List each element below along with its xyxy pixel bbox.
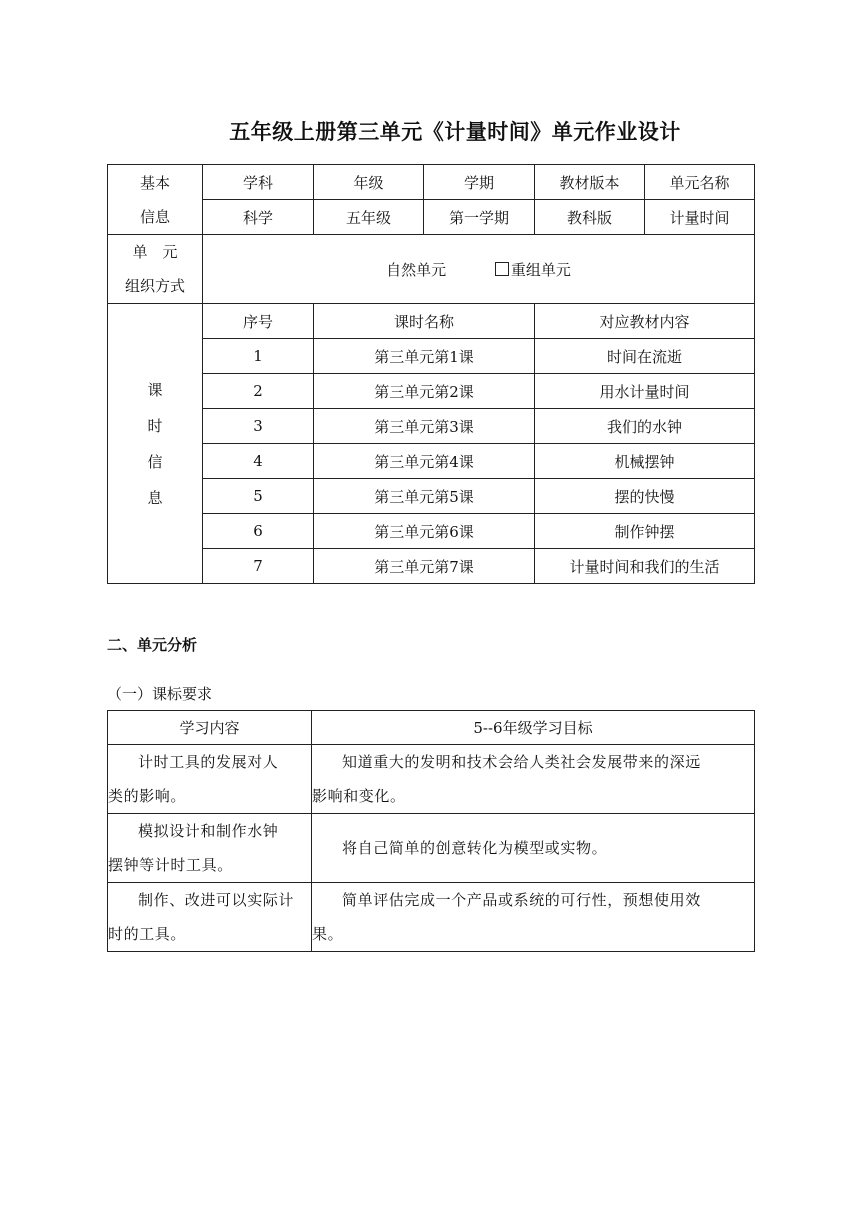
lesson-content: 计量时间和我们的生活 [535,549,755,584]
lesson-info-label [108,304,203,584]
lesson-no: 7 [203,549,314,584]
header-lesson-content: 对应教材内容 [535,304,755,339]
learning-content-line: 计时工具的发展对人 [138,753,279,771]
learning-goal-line: 简单评估完成一个产品或系统的可行性，预想使用效 [342,891,701,909]
learning-content-line: 时的工具。 [108,925,187,943]
basic-info-label-line2: 信息 [139,207,170,226]
learning-goal [312,814,755,883]
learning-goal-line: 影响和变化。 [312,787,406,805]
value-semester: 第一学期 [424,200,535,235]
learning-goal [312,745,755,814]
learning-content [108,883,312,952]
learning-content-line: 类的影响。 [108,787,187,805]
lesson-name: 第三单元第4课 [314,444,535,479]
header-lesson-no: 序号 [203,304,314,339]
learning-content-line: 模拟设计和制作水钟 [138,822,279,840]
header-lesson-name: 课时名称 [314,304,535,339]
unit-org-label-line2: 组织方式 [124,277,185,295]
lesson-name: 第三单元第6课 [314,514,535,549]
table-row [108,549,755,584]
learning-content-line: 制作、改进可以实际计 [138,891,295,909]
learning-goal [312,883,755,952]
learning-goal-line: 果。 [312,925,344,943]
table-row [108,444,755,479]
lesson-content: 用水计量时间 [535,374,755,409]
table-row [108,479,755,514]
learning-content [108,814,312,883]
table-row [108,745,755,814]
page-title: 五年级上册第三单元《计量时间》单元作业设计 [229,120,681,144]
learning-content-line: 摆钟等计时工具。 [108,856,233,874]
table-row [108,409,755,444]
basic-info-label [108,165,203,235]
header-learning-goal: 5--6年级学习目标 [312,711,755,745]
table-row [108,814,755,883]
curriculum-table [107,710,755,952]
learning-goal-line: 将自己简单的创意转化为模型或实物。 [342,839,608,857]
header-subject: 学科 [203,165,314,200]
lesson-name: 第三单元第5课 [314,479,535,514]
lesson-name: 第三单元第7课 [314,549,535,584]
header-textbook: 教材版本 [535,165,645,200]
header-unit-name: 单元名称 [645,165,755,200]
value-subject: 科学 [203,200,314,235]
option-natural-unit: 自然单元 [386,260,447,279]
table-row [108,883,755,952]
learning-content [108,745,312,814]
lesson-no: 3 [203,409,314,444]
header-learning-content: 学习内容 [108,711,312,745]
lesson-label-char: 课 [147,380,163,399]
table-row [108,374,755,409]
lesson-no: 2 [203,374,314,409]
lesson-no: 6 [203,514,314,549]
value-textbook: 教科版 [535,200,645,235]
unit-info-table [107,164,755,584]
lesson-name: 第三单元第3课 [314,409,535,444]
lesson-content: 时间在流逝 [535,339,755,374]
lesson-content: 我们的水钟 [535,409,755,444]
header-grade: 年级 [314,165,424,200]
lesson-label-char: 时 [147,416,163,435]
basic-info-label-line1: 基本 [139,173,170,192]
unit-org-label-line1: 单 元 [132,243,178,261]
value-grade: 五年级 [314,200,424,235]
unit-org-options [203,235,755,304]
section-heading: 二、单元分析 [107,636,198,654]
lesson-content: 制作钟摆 [535,514,755,549]
learning-goal-line: 知道重大的发明和技术会给人类社会发展带来的深远 [342,753,701,771]
lesson-name: 第三单元第2课 [314,374,535,409]
unit-org-label [108,235,203,304]
lesson-no: 5 [203,479,314,514]
checkbox-icon[interactable] [495,262,509,276]
lesson-label-char: 息 [147,488,163,507]
lesson-name: 第三单元第1课 [314,339,535,374]
table-row [108,339,755,374]
lesson-label-char: 信 [147,452,163,471]
lesson-content: 机械摆钟 [535,444,755,479]
table-row [108,514,755,549]
header-semester: 学期 [424,165,535,200]
value-unit-name: 计量时间 [645,200,755,235]
lesson-no: 4 [203,444,314,479]
lesson-content: 摆的快慢 [535,479,755,514]
lesson-no: 1 [203,339,314,374]
option-regrouped-unit: 重组单元 [510,260,571,279]
section-subheading: （一）课标要求 [107,685,213,703]
